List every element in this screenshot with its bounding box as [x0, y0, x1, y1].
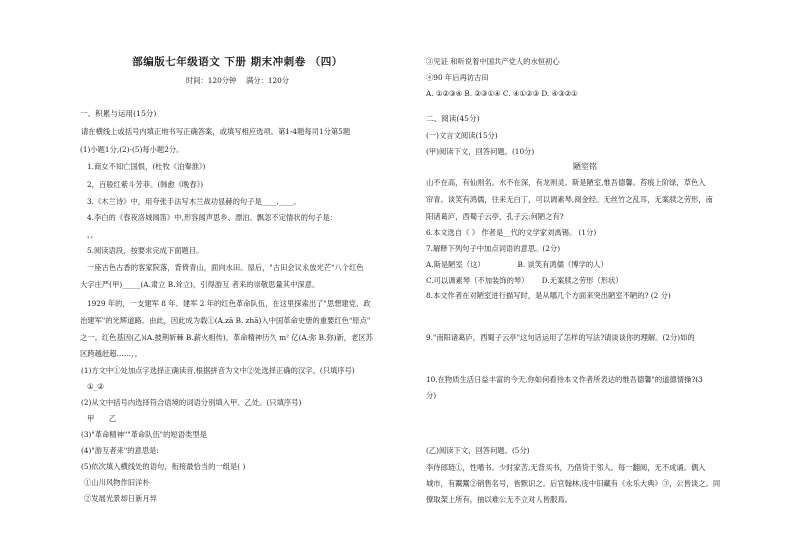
- question-line: 7.解释下列句子中加点词语的意思。(2分): [426, 244, 561, 253]
- subsection-heading: (甲)阅读下文，回答问题。(10分): [426, 147, 535, 156]
- answer-blank: ，，: [87, 230, 98, 239]
- exam-title: 部编版七年级语文 下册 期末冲刺卷 （四）: [132, 56, 343, 68]
- question-line: (4)"游互者来"的意思是:: [81, 446, 159, 455]
- passage-line: 山不在高，有仙则名。水不在深，有龙则灵。斯是陋室,惟吾德馨。苔痕上阶绿，草色入: [426, 178, 706, 187]
- time-info: 时间：120分钟 满分：120分: [185, 76, 290, 85]
- question-line: 9."南阳诸葛庐，西蜀子云亭"这句话运用了怎样的写法?请谈谈你的理解。(2分)如的: [426, 333, 695, 342]
- passage-line: 城市，有鬻鬻②销售名号，皆默识之。后官翰林,庋中旧藏有《永乐大典》③，公皆谈之。同: [426, 479, 721, 488]
- option-line: ④90 年后再访古田: [426, 73, 489, 82]
- passage-line: 区跨越赶超……，，: [80, 349, 143, 358]
- subsection-heading: (一)文言文阅读(15分): [426, 131, 498, 140]
- passage-line: 之一。红色基因(乙)(A.披荆斩棘 B.薪火相传)，革命精神历久 m² 亿(A.弥 B.弥)新，老区苏: [80, 333, 373, 342]
- passage-line: 僚取架上所有，抽以难公无不立对人皆服焉。: [426, 495, 572, 504]
- question-line: (5)依次填入横线处的语句，衔接最恰当的一组是( ): [81, 462, 246, 471]
- option-line: ③见证 和听说着中国共产党人的水恒初心: [426, 57, 560, 66]
- question-line: 3.《木兰诗》中，用夸张手法写木兰战功显赫的句子是____,____。: [87, 197, 301, 206]
- option-line: C.可以调素琴（不加装饰的琴） D.无案牍之劳形（形状）: [426, 276, 623, 285]
- question-line: 5.阅读语段，按要求完成下面题目。: [87, 246, 204, 255]
- question-line: 4.李白的《春夜洛城闻笛》中,形容闻声思乡、漂泊、飘忽不定情状的句子是：: [87, 213, 338, 222]
- choice-options: A. ①②③④ B. ②③①④ C. ④①②③ D. ④③②①: [426, 89, 578, 98]
- option-line: A.斯是陋室（这） B. 谈笑有鸿儒（博学的人）: [426, 260, 608, 269]
- section-heading-1: 一、积累与运用(15分): [80, 109, 157, 118]
- question-line: 10.在物质生活日益丰富的今天,你如何看待本文作者所表达的惟吾德馨"的道德情操?(3: [426, 375, 703, 384]
- text-line: 请在横线上或括号内填正地书写正确答案，或填写相应选项。第1-4题每司1分第5题: [81, 127, 351, 136]
- option-line: ①山川风物作旧洋朴: [84, 478, 150, 487]
- question-line: 6.本文选自《 》 作者是__代的文学家刘禹锡。 (1分): [426, 228, 597, 237]
- question-line: 2，百般红紫斗芳菲。(韩愈《晚春》): [87, 180, 204, 189]
- passage-title: 陋室铭: [573, 162, 597, 171]
- passage-line: 阳诸葛庐，西蜀子云亭，孔子云:何陋之有?: [426, 212, 564, 221]
- text-line: (1)小题1分,(2)-(5)每小题2分。: [80, 145, 184, 154]
- question-line: 8.本文作者在对陋室进行描写时，是从哪几个方面来突出陋室不陋的? (2 分): [426, 291, 671, 300]
- subsection-heading: (乙)阅读下文，回答问题。(5分): [426, 446, 530, 455]
- passage-line: 治建军"的光辉道路。由此，因此成为载①(A.zā B. zhā)入中国革命史册的重要红色"原点": [80, 316, 371, 325]
- question-line: 分): [426, 391, 437, 400]
- question-line: 1.商女不知亡国恨，(杜牧《泊秦淮》): [87, 162, 206, 171]
- passage-line: 大字庄严(甲)_____(A.肃立 B.耸立)，引得游互 者来的崇敬思量其中深意。: [80, 280, 320, 289]
- question-line: (2)从文中括号内选择符合语境的词语分别填入甲、乙处。(只填序号): [81, 398, 302, 407]
- option-line: ②发展光景却日新月异: [84, 494, 157, 503]
- passage-line: 1929 年的，一支建军 8 年、建军 2 年的红色革命队伍，在这里探索出了"思想建党、政: [87, 299, 371, 308]
- passage-line: 帘青。谈笑有鸿儒，往来无白丁，可以调素琴,阅金经。无丝竹之乱耳，无案牍之劳形，南: [426, 195, 713, 204]
- section-heading-2: 二、阅读(45分): [426, 114, 480, 123]
- question-line: (3)"革命精神""革命队伍"的短语类型是: [81, 430, 207, 439]
- answer-blank: 甲 乙: [87, 414, 117, 423]
- answer-blank: ①_②: [87, 382, 104, 391]
- passage-line: 一座古色古香的客家院落，背倚青山，面向水田。屋后，"古田会议永放光芒"八个红色: [87, 263, 364, 272]
- question-line: (1)方文中①处加点字选择正确读音,根据拼音为文中②处选择正确的汉字。(只填序号): [81, 366, 355, 375]
- passage-line: 李侍郎琏①，性嗜书。少时家苦,无背买书，乃借贷于邻人。每一翻阅，无不成诵。偶入: [426, 463, 706, 472]
